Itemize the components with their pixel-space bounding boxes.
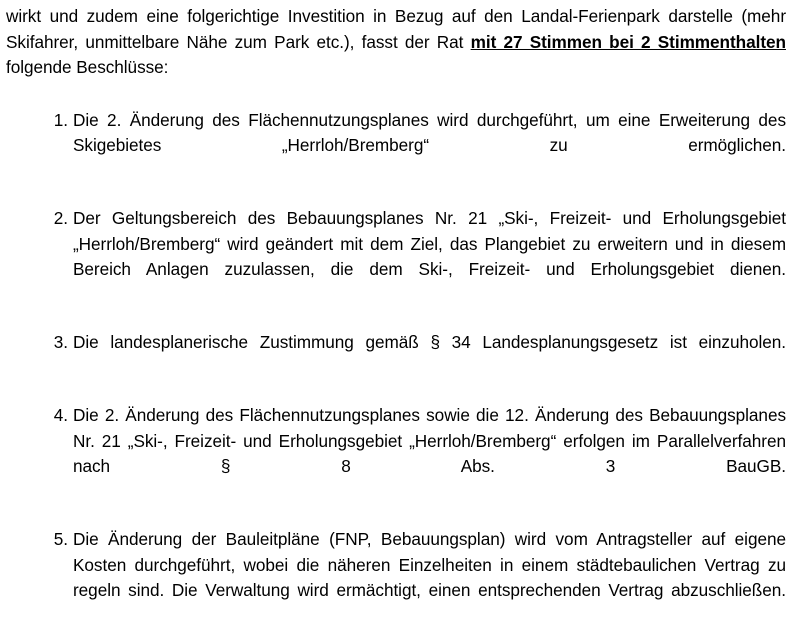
intro-text-after: folgende Beschlüsse:: [6, 57, 168, 77]
list-item: [6, 527, 786, 629]
list-item-text: Die 2. Änderung des Flächennutzungsplanes sowie die 12. Änderung des Bebauungsplanes Nr. 21 „Ski-, Freizeit- und Erholungsgebiet „Herrloh/Bremberg“ erfolgen im Parallelverfahren nach § 8 Abs. 3 BauGB.: [73, 403, 786, 505]
list-item-text: Die Änderung der Bauleitpläne (FNP, Bebauungsplan) wird vom Antragsteller auf eigene Kosten durchgeführt, wobei die näheren Einzelheiten in einem städtebaulichen Vertrag zu regeln sind. Die Verwaltung wird ermächtigt, einen entsprechenden Vertrag abzuschließen.: [73, 527, 786, 629]
intro-emphasis: mit 27 Stimmen bei 2 Stimmenthalten: [471, 32, 786, 52]
list-item-text: Die 2. Änderung des Flächennutzungsplanes wird durchgeführt, um eine Erweiterung des Skigebietes „Herrloh/Bremberg“ zu ermöglichen.: [73, 108, 786, 185]
list-item-number: 1.: [44, 108, 68, 134]
intro-text-before: wirkt und zudem eine folgerichtige Investition in Bezug auf den Landal-Ferienpark darstelle (mehr Skifahrer, unmittelbare Nähe zum Park etc.), fasst der Rat: [6, 6, 786, 52]
list-item-text: Die landesplanerische Zustimmung gemäß § 34 Landesplanungsgesetz ist einzuholen.: [73, 330, 786, 381]
list-item: [6, 206, 786, 308]
list-item-text: Der Geltungsbereich des Bebauungsplanes Nr. 21 „Ski-, Freizeit- und Erholungsgebiet „Herrloh/Bremberg“ wird geändert mit dem Ziel, das Plangebiet zu erweitern und in diesem Bereich Anlagen zuzulassen, die dem Ski-, Freizeit- und Erholungsgebiet dienen.: [73, 206, 786, 308]
list-item-number: 3.: [44, 330, 68, 356]
list-item: [6, 330, 786, 381]
list-item: [6, 403, 786, 505]
list-item-number: 5.: [44, 527, 68, 553]
list-item-number: 2.: [44, 206, 68, 232]
resolution-list: [6, 108, 786, 629]
intro-paragraph: [6, 4, 786, 81]
list-item-number: 4.: [44, 403, 68, 429]
list-item: [6, 108, 786, 185]
